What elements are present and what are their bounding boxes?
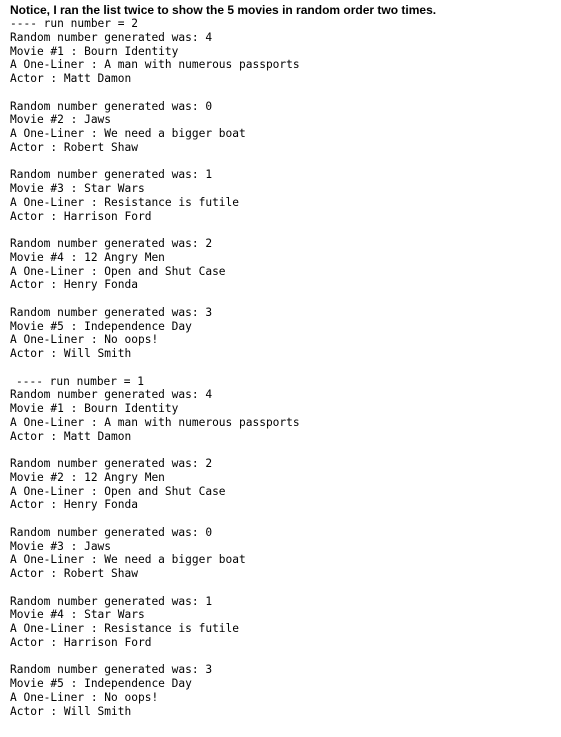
movie-entry bbox=[10, 237, 555, 292]
movie-title-line: Movie #4 : 12 Angry Men bbox=[10, 250, 165, 264]
random-number-line: Random number generated was: 0 bbox=[10, 99, 213, 113]
actor-line: Actor : Will Smith bbox=[10, 704, 132, 718]
actor-line: Actor : Henry Fonda bbox=[10, 498, 138, 512]
one-liner-line: A One-Liner : No oops! bbox=[10, 690, 159, 704]
movie-title-line: Movie #2 : 12 Angry Men bbox=[10, 470, 165, 484]
one-liner-line: A One-Liner : We need a bigger boat bbox=[10, 127, 246, 140]
movie-title-line: Movie #3 : Star Wars bbox=[10, 182, 145, 195]
actor-line: Actor : Harrison Ford bbox=[10, 209, 152, 223]
actor-line: Actor : Henry Fonda bbox=[10, 278, 138, 292]
one-liner-line: A One-Liner : No oops! bbox=[10, 333, 159, 347]
blank-line bbox=[10, 86, 555, 100]
one-liner-line: A One-Liner : Open and Shut Case bbox=[10, 484, 226, 498]
one-liner-line: A One-Liner : A man with numerous passports bbox=[10, 58, 300, 72]
movie-title-line: Movie #4 : Star Wars bbox=[10, 608, 145, 622]
random-number-line: Random number generated was: 0 bbox=[10, 525, 213, 539]
random-number-line: Random number generated was: 1 bbox=[10, 594, 213, 608]
movie-title-line: Movie #3 : Jaws bbox=[10, 539, 112, 553]
blank-line bbox=[10, 581, 555, 595]
random-number-line: Random number generated was: 4 bbox=[10, 30, 213, 44]
notice-heading: Notice, I ran the list twice to show the 5 movies in random order two times. bbox=[10, 3, 437, 17]
movie-entry bbox=[10, 457, 555, 512]
one-liner-line: A One-Liner : Resistance is futile bbox=[10, 195, 240, 209]
run-block bbox=[10, 361, 555, 719]
blank-line bbox=[10, 650, 555, 664]
movie-title-line: Movie #1 : Bourn Identity bbox=[10, 44, 179, 58]
random-number-line: Random number generated was: 2 bbox=[10, 237, 213, 250]
actor-line: Actor : Harrison Ford bbox=[10, 635, 152, 649]
movie-entry bbox=[10, 306, 555, 361]
movie-title-line: Movie #5 : Independence Day bbox=[10, 319, 192, 333]
blank-line bbox=[10, 443, 555, 457]
blank-line bbox=[10, 223, 555, 237]
movie-title-line: Movie #5 : Independence Day bbox=[10, 677, 192, 690]
run-block bbox=[10, 17, 555, 361]
random-number-line: Random number generated was: 4 bbox=[10, 388, 213, 402]
document-page bbox=[10, 3, 555, 718]
movie-entry bbox=[10, 100, 555, 155]
run-header: ---- run number = 1 bbox=[16, 374, 144, 388]
one-liner-line: A One-Liner : We need a bigger boat bbox=[10, 553, 246, 567]
movie-entry bbox=[10, 526, 555, 581]
blank-line bbox=[10, 361, 555, 375]
movie-entry bbox=[10, 388, 555, 443]
run-header: ---- run number = 2 bbox=[10, 17, 138, 30]
actor-line: Actor : Robert Shaw bbox=[10, 140, 138, 154]
actor-line: Actor : Will Smith bbox=[10, 347, 132, 360]
blank-line bbox=[10, 512, 555, 526]
movie-entry bbox=[10, 31, 555, 86]
actor-line: Actor : Robert Shaw bbox=[10, 567, 138, 580]
random-number-line: Random number generated was: 3 bbox=[10, 663, 213, 677]
movie-title-line: Movie #1 : Bourn Identity bbox=[10, 402, 179, 415]
one-liner-line: A One-Liner : Resistance is futile bbox=[10, 622, 240, 635]
blank-line bbox=[10, 292, 555, 306]
one-liner-line: A One-Liner : A man with numerous passports bbox=[10, 415, 300, 429]
random-number-line: Random number generated was: 2 bbox=[10, 457, 213, 470]
console-output bbox=[10, 17, 555, 718]
movie-title-line: Movie #2 : Jaws bbox=[10, 113, 112, 127]
blank-line bbox=[10, 155, 555, 169]
actor-line: Actor : Matt Damon bbox=[10, 429, 132, 443]
random-number-line: Random number generated was: 3 bbox=[10, 305, 213, 319]
movie-entry bbox=[10, 663, 555, 718]
actor-line: Actor : Matt Damon bbox=[10, 72, 132, 85]
one-liner-line: A One-Liner : Open and Shut Case bbox=[10, 264, 226, 278]
movie-entry bbox=[10, 168, 555, 223]
movie-entry bbox=[10, 595, 555, 650]
random-number-line: Random number generated was: 1 bbox=[10, 168, 213, 182]
